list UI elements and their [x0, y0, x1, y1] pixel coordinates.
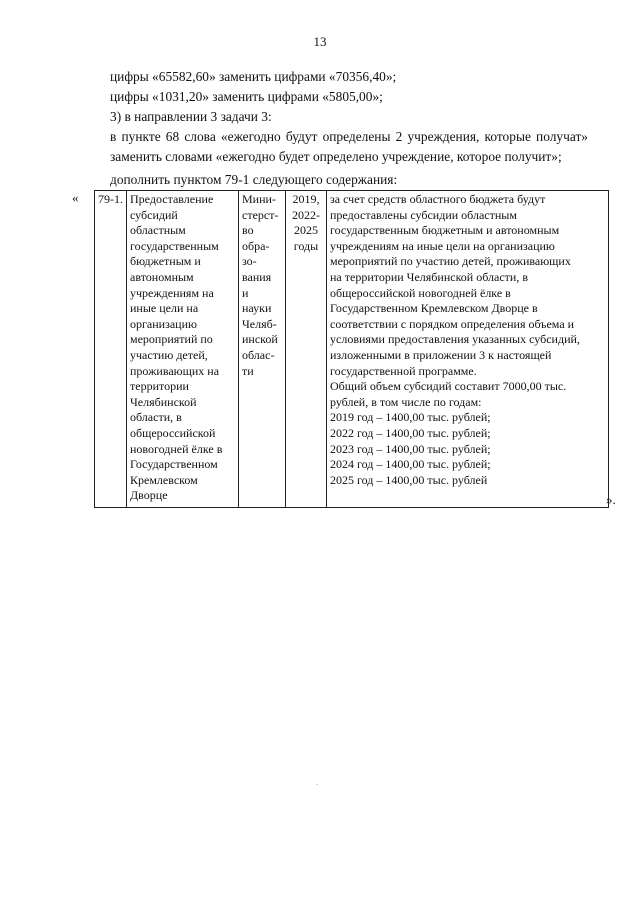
description-line: 2025 год – 1400,00 тыс. рублей [330, 472, 488, 487]
description-line: 2019 год – 1400,00 тыс. рублей; [330, 410, 491, 425]
closing-quote: ». [606, 492, 616, 507]
years-cell [286, 191, 327, 508]
item-name-line: бюджетным и [130, 254, 201, 269]
item-name-line: участию детей, [130, 347, 208, 362]
years-line: 2022- [292, 207, 320, 222]
opening-quote: « [72, 190, 79, 205]
description-line: на территории Челябинской области, в [330, 269, 528, 284]
amendment-table [94, 190, 609, 508]
executor-line: облас- [242, 347, 275, 362]
description-line: общероссийской новогодней ёлке в [330, 285, 511, 300]
executor-line: и [242, 285, 249, 300]
item-name-line: Государственном [130, 457, 218, 472]
years-line: 2019, [292, 192, 320, 206]
description-line: государственным бюджетным и автономным [330, 223, 560, 238]
page-number: 13 [313, 34, 327, 49]
description-line: государственной программе. [330, 363, 477, 378]
item-name-line: субсидий [130, 207, 178, 222]
executor-line: стерст- [242, 207, 279, 222]
executor-line: вания [242, 269, 272, 284]
executor-line: Мини- [242, 192, 276, 206]
paragraph-68-amendment: в пункте 68 слова «ежегодно будут определены 2 учреждения, которые получат» заменить словами «ежегодно будет определено учреждение, которое получит»; [110, 129, 588, 164]
item-name-line: Челябинской [130, 394, 197, 409]
item-name-line: территории [130, 379, 189, 394]
executor-line: ти [242, 363, 254, 378]
description-cell [327, 191, 609, 508]
description-line: за счет средств областного бюджета будут [330, 192, 546, 206]
executor-line: науки [242, 301, 272, 316]
item-name-line: Предоставление [130, 192, 214, 206]
description-line: 2024 год – 1400,00 тыс. рублей; [330, 457, 491, 472]
item-name-line: организацию [130, 316, 197, 331]
item-name-line: иные цели на [130, 301, 199, 316]
amendment-line-2: цифры «1031,20» заменить цифрами «5805,00»; [110, 89, 383, 104]
description-line: Общий объем субсидий составит 7000,00 тыс. [330, 379, 567, 394]
direction-heading: 3) в направлении 3 задачи 3: [110, 109, 272, 124]
item-number: 79-1. [98, 192, 123, 206]
item-name-line: автономным [130, 269, 194, 284]
executor-line: инской [242, 332, 278, 347]
item-name-line: мероприятий по [130, 332, 213, 347]
description-line: 2023 год – 1400,00 тыс. рублей; [330, 441, 491, 456]
years-line: годы [293, 238, 319, 253]
description-line: условиями предоставления указанных субсидий, [330, 332, 580, 347]
amendment-line-1: цифры «65582,60» заменить цифрами «70356,40»; [110, 69, 397, 84]
table-row [95, 191, 609, 508]
item-name-line: проживающих на [130, 363, 220, 378]
executor-cell [239, 191, 286, 508]
item-name-line: областным [130, 223, 186, 238]
item-number-cell [95, 191, 127, 508]
item-name-cell [127, 191, 239, 508]
description-line: Государственном Кремлевском Дворце в [330, 301, 538, 316]
description-line: предоставлены субсидии областным [330, 207, 517, 222]
executor-line: Челяб- [242, 316, 277, 331]
item-name-line: государственным [130, 238, 219, 253]
executor-line: обра- [242, 238, 270, 253]
item-name-line: общероссийской [130, 425, 216, 440]
add-item-intro: дополнить пунктом 79-1 следующего содержания: [110, 172, 398, 187]
description-line: мероприятий по участию детей, проживающих [330, 254, 571, 269]
description-line: изложенными в приложении 3 к настоящей [330, 347, 552, 362]
description-line: 2022 год – 1400,00 тыс. рублей; [330, 425, 491, 440]
item-name-line: учреждениям на [130, 285, 214, 300]
description-line: рублей, в том числе по годам: [330, 394, 482, 409]
description-line: соответствии с порядком определения объема и [330, 316, 575, 331]
executor-line: во [242, 223, 254, 238]
item-name-line: Кремлевском [130, 472, 198, 487]
item-name-line: Дворце [130, 488, 168, 503]
description-line: учреждениям на иные цели на организацию [330, 238, 555, 253]
item-name-line: новогодней ёлке в [130, 441, 223, 456]
years-line: 2025 [294, 223, 318, 238]
item-name-line: области, в [130, 410, 182, 425]
scan-mark: . [316, 778, 318, 787]
executor-line: зо- [242, 254, 257, 269]
